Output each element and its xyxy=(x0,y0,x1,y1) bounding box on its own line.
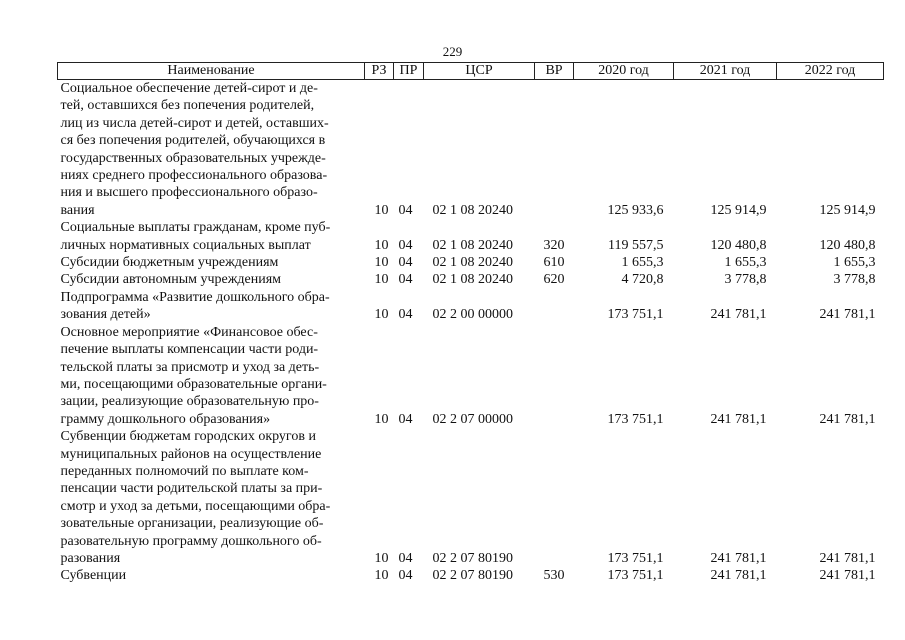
row-2021: 241 781,1 xyxy=(710,307,767,323)
row-2021: 241 781,1 xyxy=(710,550,767,566)
row-vr: 320 xyxy=(543,237,565,253)
row-name: Основное мероприятие «Финансовое обес- печение выплаты компенсации части роди- тельской платы за присмотр и уход за деть- ми, посещающими образовательные органи- зации, реализующие образовательную про- грамму дошкольного образования» xyxy=(60,324,327,427)
row-name: Субвенции бюджетам городских округов и муниципальных районов на осуществление переданных полномочий по выплате ком- пенсации части родительской платы за при- смотр и уход за детьми, посещающими обра- зовательные организации, реализующие об- разовательную программу дошкольного об- разования xyxy=(60,429,331,566)
row-vr: 620 xyxy=(543,272,565,288)
table-header xyxy=(58,63,884,80)
row-csr: 02 1 08 20240 xyxy=(432,255,513,271)
header-csr: ЦСР xyxy=(424,63,535,80)
row-rz: 10 xyxy=(374,255,389,271)
row-2022: 3 778,8 xyxy=(833,272,876,288)
row-2021: 3 778,8 xyxy=(724,272,767,288)
row-2022: 1 655,3 xyxy=(833,255,876,271)
row-pr: 04 xyxy=(398,307,413,323)
row-name: Социальные выплаты гражданам, кроме пуб- личных нормативных социальных выплат xyxy=(60,220,331,253)
table-row xyxy=(58,289,884,324)
row-2022: 120 480,8 xyxy=(819,237,876,253)
row-rz: 10 xyxy=(374,272,389,288)
header-2021: 2021 год xyxy=(674,63,777,80)
row-name: Субвенции xyxy=(60,568,127,584)
row-rz: 10 xyxy=(374,550,389,566)
row-2020: 173 751,1 xyxy=(607,568,664,584)
row-rz: 10 xyxy=(374,307,389,323)
row-2021: 1 655,3 xyxy=(724,255,767,271)
row-2020: 125 933,6 xyxy=(607,202,664,218)
row-pr: 04 xyxy=(398,237,413,253)
table-row xyxy=(58,271,884,288)
row-2021: 241 781,1 xyxy=(710,411,767,427)
row-2020: 173 751,1 xyxy=(607,411,664,427)
row-2022: 125 914,9 xyxy=(819,202,876,218)
row-2020: 1 655,3 xyxy=(621,255,664,271)
row-2021: 241 781,1 xyxy=(710,568,767,584)
row-name: Подпрограмма «Развитие дошкольного обра- зования детей» xyxy=(60,289,330,323)
table-row xyxy=(58,80,884,220)
row-pr: 04 xyxy=(398,568,413,584)
budget-table xyxy=(57,62,884,585)
row-2022: 241 781,1 xyxy=(819,550,876,566)
header-name: Наименование xyxy=(58,63,365,80)
table-row xyxy=(58,254,884,271)
header-2022: 2022 год xyxy=(777,63,884,80)
row-vr xyxy=(535,428,574,567)
row-rz: 10 xyxy=(374,202,389,218)
row-vr xyxy=(535,80,574,220)
table-row xyxy=(58,567,884,584)
row-2021: 125 914,9 xyxy=(710,202,767,218)
row-csr: 02 2 07 00000 xyxy=(432,411,513,427)
row-vr xyxy=(535,324,574,428)
table-row xyxy=(58,428,884,567)
header-row xyxy=(58,63,884,80)
row-vr: 610 xyxy=(543,255,565,271)
row-csr: 02 2 07 80190 xyxy=(432,550,513,566)
row-2020: 173 751,1 xyxy=(607,550,664,566)
row-2020: 173 751,1 xyxy=(607,307,664,323)
table-body xyxy=(58,80,884,585)
row-pr: 04 xyxy=(398,411,413,427)
row-name: Субсидии бюджетным учреждениям xyxy=(60,255,279,271)
page-number: 229 xyxy=(442,44,463,59)
row-rz: 10 xyxy=(374,411,389,427)
row-csr: 02 1 08 20240 xyxy=(432,202,513,218)
row-csr: 02 1 08 20240 xyxy=(432,272,513,288)
header-vr: ВР xyxy=(535,63,574,80)
row-2020: 4 720,8 xyxy=(621,272,664,288)
header-rz: РЗ xyxy=(365,63,394,80)
row-pr: 04 xyxy=(398,272,413,288)
row-2022: 241 781,1 xyxy=(819,411,876,427)
row-name: Субсидии автономным учреждениям xyxy=(60,272,282,288)
header-2020: 2020 год xyxy=(574,63,674,80)
row-rz: 10 xyxy=(374,568,389,584)
row-2020: 119 557,5 xyxy=(608,237,664,253)
row-csr: 02 2 07 80190 xyxy=(432,568,513,584)
row-csr: 02 1 08 20240 xyxy=(432,237,513,253)
row-2022: 241 781,1 xyxy=(819,568,876,584)
row-csr: 02 2 00 00000 xyxy=(432,307,513,323)
header-pr: ПР xyxy=(394,63,424,80)
row-2021: 120 480,8 xyxy=(710,237,767,253)
row-pr: 04 xyxy=(398,255,413,271)
table-row xyxy=(58,219,884,254)
row-name: Социальное обеспечение детей-сирот и де- тей, оставшихся без попечения родителей, лиц из числа детей-сирот и детей, оставших- ся без попечения родителей, обучающихся в государственных образовательных учрежде- ниях среднего профессионального образова- ния и высшего профессионального образо- вания xyxy=(60,81,329,218)
row-vr: 530 xyxy=(543,568,565,584)
row-vr xyxy=(535,289,574,324)
row-pr: 04 xyxy=(398,202,413,218)
table-row xyxy=(58,324,884,428)
row-rz: 10 xyxy=(374,237,389,253)
row-2022: 241 781,1 xyxy=(819,307,876,323)
row-pr: 04 xyxy=(398,550,413,566)
